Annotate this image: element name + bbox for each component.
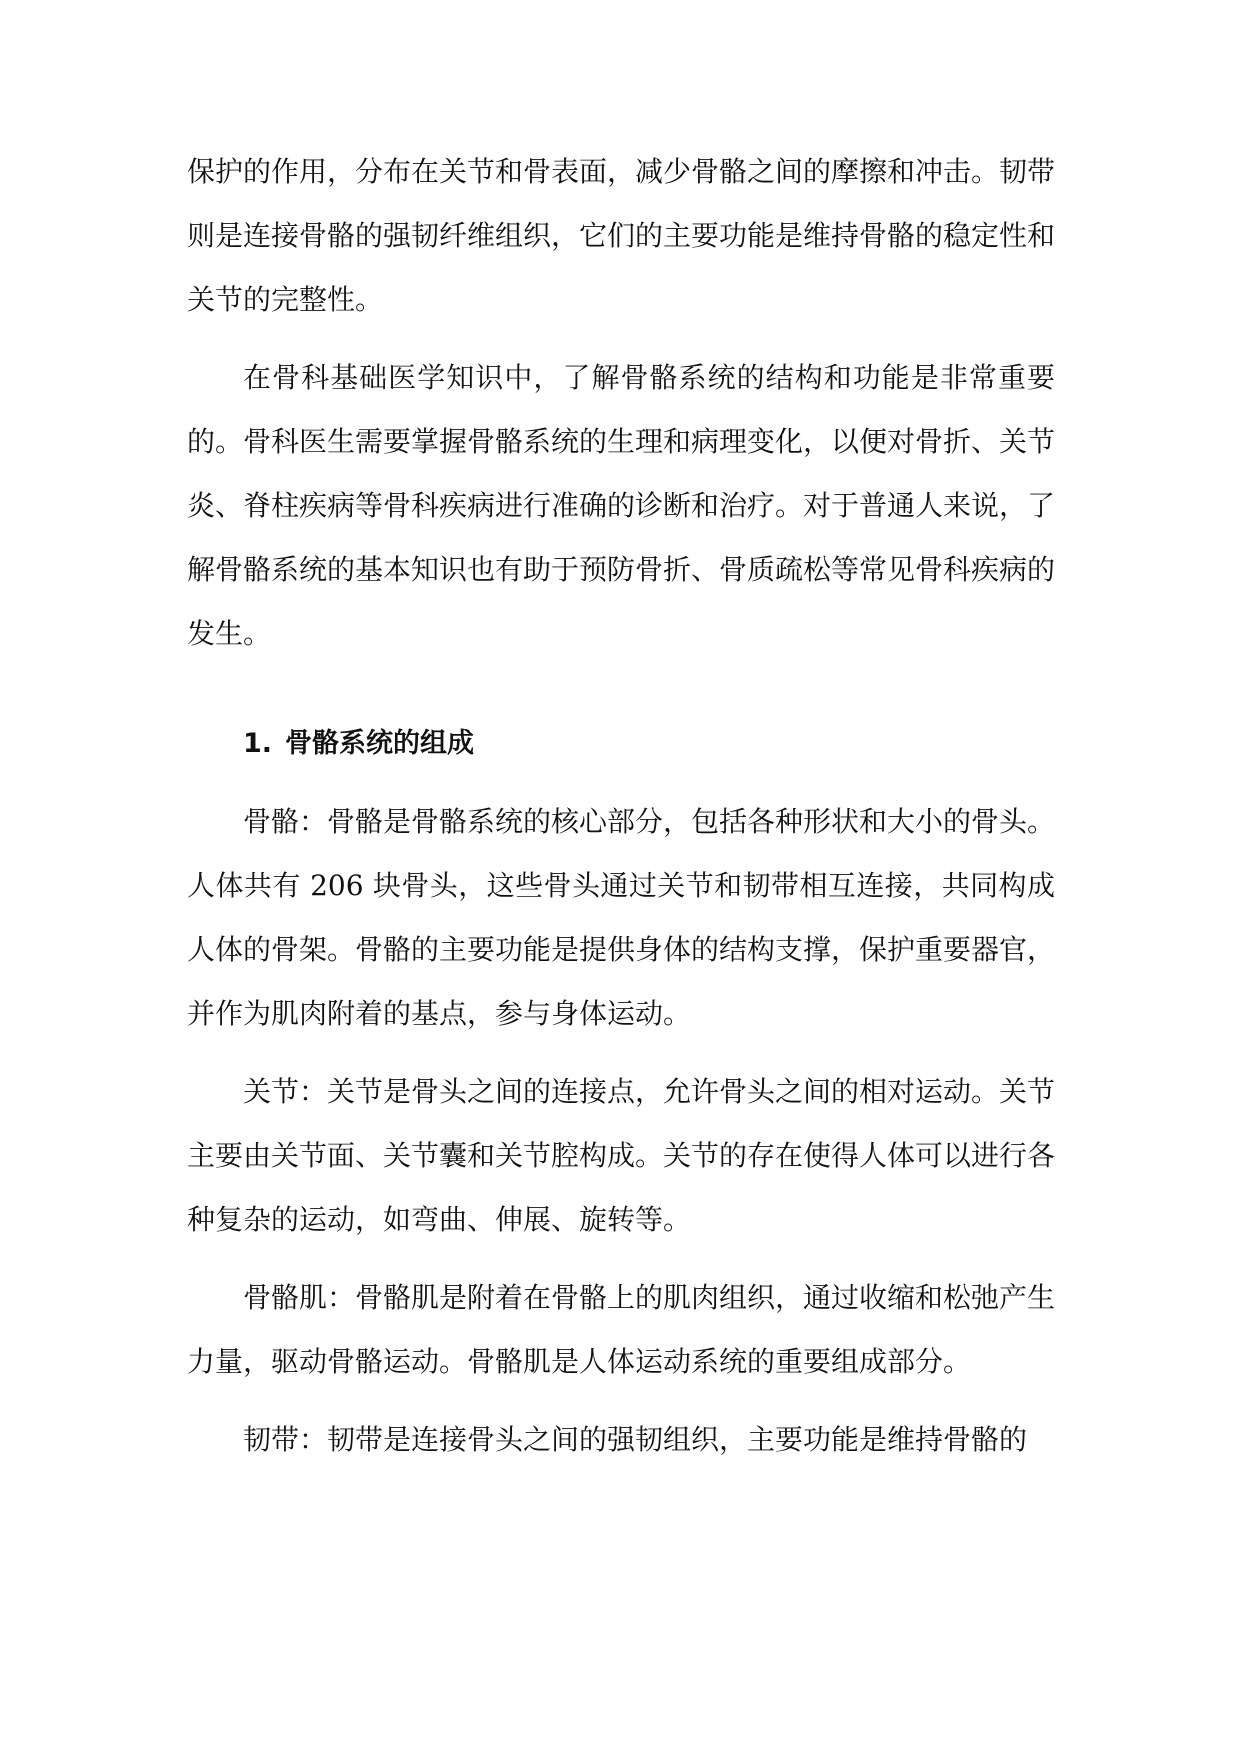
paragraph-joints: 关节：关节是骨头之间的连接点，允许骨头之间的相对运动。关节主要由关节面、关节囊和关节腔构成。关节的存在使得人体可以进行各种复杂的运动，如弯曲、伸展、旋转等。 (187, 1075, 1056, 1236)
paragraph-continuation: 保护的作用，分布在关节和骨表面，减少骨骼之间的摩擦和冲击。韧带则是连接骨骼的强韧纤维组织，它们的主要功能是维持骨骼的稳定性和关节的完整性。 (187, 155, 1056, 316)
section-number: 1. (243, 728, 273, 759)
paragraph-skeletal-muscle: 骨骼肌：骨骼肌是附着在骨骼上的肌肉组织，通过收缩和松弛产生力量，驱动骨骼运动。骨骼肌是人体运动系统的重要组成部分。 (187, 1281, 1056, 1378)
paragraph-bones: 骨骼：骨骼是骨骼系统的核心部分，包括各种形状和大小的骨头。人体共有 206 块骨头，这些骨头通过关节和韧带相互连接，共同构成人体的骨架。骨骼的主要功能是提供身体的结构支撑，保护重要器官，并作为肌肉附着的基点，参与身体运动。 (187, 805, 1056, 1030)
document-body (187, 140, 1055, 1472)
section-heading (187, 712, 1055, 776)
section-title: 骨骼系统的组成 (285, 728, 474, 759)
paragraph-ligaments: 韧带：韧带是连接骨头之间的强韧组织，主要功能是维持骨骼的 (243, 1423, 1028, 1456)
paragraph-orthopedic-knowledge: 在骨科基础医学知识中，了解骨骼系统的结构和功能是非常重要的。骨科医生需要掌握骨骼系统的生理和病理变化，以便对骨折、关节炎、脊柱疾病等骨科疾病进行准确的诊断和治疗。对于普通人来说，了解骨骼系统的基本知识也有助于预防骨折、骨质疏松等常见骨科疾病的发生。 (187, 361, 1056, 650)
